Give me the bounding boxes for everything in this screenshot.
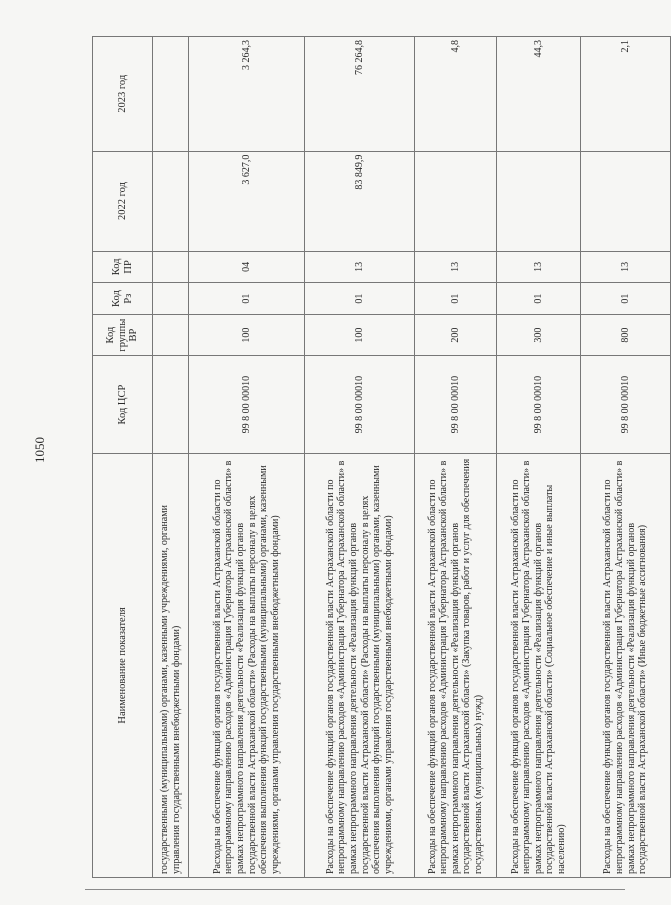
- table-row: [305, 37, 415, 878]
- row-2023: 4,8: [415, 37, 497, 152]
- row-csr: [153, 356, 189, 454]
- row-2023: [153, 37, 189, 152]
- row-pr: 13: [415, 251, 497, 283]
- document-area: [92, 36, 649, 878]
- row-pr: 13: [305, 251, 415, 283]
- row-csr: 99 8 00 00010: [305, 356, 415, 454]
- row-vr: 200: [415, 314, 497, 355]
- row-2022: [153, 151, 189, 251]
- row-name: Расходы на обеспечение функций органов государственной власти Астраханской области по непрограммному направлению расходов «Администрация Губернатора Астраханской области» в рамках непрограммного направления деятельности «Реализация функций органов государственной власти Астраханской области» (Расходы на выплаты персоналу в целях обеспечения выполнения функций государственными (муниципальными) органами, казенными учреждениями, органами управления государственными внебюджетными фондами): [305, 453, 415, 877]
- row-name: государственными (муниципальными) органами, казенными учреждениями, органами управления государственными внебюджетными фондами): [153, 453, 189, 877]
- row-csr: 99 8 00 00010: [497, 356, 581, 454]
- bottom-rule: [85, 889, 625, 890]
- header-rz: Код Рз: [93, 283, 153, 315]
- row-rz: 01: [415, 283, 497, 315]
- row-rz: 01: [581, 283, 671, 315]
- table-header-row: [93, 37, 153, 878]
- header-csr: Код ЦСР: [93, 356, 153, 454]
- row-rz: 01: [497, 283, 581, 315]
- row-rz: 01: [189, 283, 305, 315]
- row-2022: [581, 151, 671, 251]
- header-2022: 2022 год: [93, 151, 153, 251]
- table-row: [189, 37, 305, 878]
- row-csr: 99 8 00 00010: [415, 356, 497, 454]
- row-pr: 13: [497, 251, 581, 283]
- row-2023: 3 264,3: [189, 37, 305, 152]
- header-vr: Код группы ВР: [93, 314, 153, 355]
- row-name: Расходы на обеспечение функций органов государственной власти Астраханской области по непрограммному направлению расходов «Администрация Губернатора Астраханской области» в рамках непрограммного направления деятельности «Реализация функций органов государственной власти Астраханской области» (Закупка товаров, работ и услуг для обеспечения государственных (муниципальных) нужд): [415, 453, 497, 877]
- header-2023: 2023 год: [93, 37, 153, 152]
- row-rz: [153, 283, 189, 315]
- row-name: Расходы на обеспечение функций органов государственной власти Астраханской области по непрограммному направлению расходов «Администрация Губернатора Астраханской области» в рамках непрограммного направления деятельности «Реализация функций органов государственной власти Астраханской области» (Иные бюджетные ассигнования): [581, 453, 671, 877]
- page-number-text: 1050: [32, 437, 47, 463]
- table-row: [153, 37, 189, 878]
- row-vr: [153, 314, 189, 355]
- page-number: [20, 432, 60, 468]
- row-pr: [153, 251, 189, 283]
- row-vr: 300: [497, 314, 581, 355]
- row-vr: 100: [305, 314, 415, 355]
- row-name: Расходы на обеспечение функций органов государственной власти Астраханской области по непрограммному направлению расходов «Администрация Губернатора Астраханской области» в рамках непрограммного направления деятельности «Реализация функций органов государственной власти Астраханской области» (Расходы на выплаты персоналу в целях обеспечения выполнения функций государственными (муниципальными) органами, казенными учреждениями, органами управления государственными внебюджетными фондами): [189, 453, 305, 877]
- row-csr: 99 8 00 00010: [189, 356, 305, 454]
- table-row: [581, 37, 671, 878]
- row-vr: 100: [189, 314, 305, 355]
- row-2023: 44,3: [497, 37, 581, 152]
- row-2023: 76 264,8: [305, 37, 415, 152]
- rotated-sheet: [92, 36, 649, 878]
- row-pr: 04: [189, 251, 305, 283]
- row-vr: 800: [581, 314, 671, 355]
- budget-table: [92, 36, 671, 878]
- row-pr: 13: [581, 251, 671, 283]
- table-row: [415, 37, 497, 878]
- header-name: Наименование показателя: [93, 453, 153, 877]
- row-2022: [415, 151, 497, 251]
- header-pr: Код ПР: [93, 251, 153, 283]
- row-csr: 99 8 00 00010: [581, 356, 671, 454]
- row-2022: [497, 151, 581, 251]
- row-name: Расходы на обеспечение функций органов государственной власти Астраханской области по непрограммному направлению расходов «Администрация Губернатора Астраханской области» в рамках непрограммного направления деятельности «Реализация функций органов государственной власти Астраханской области» (Социальное обеспечение и иные выплаты населению): [497, 453, 581, 877]
- row-2022: 83 849,9: [305, 151, 415, 251]
- table-row: [497, 37, 581, 878]
- row-2022: 3 627,0: [189, 151, 305, 251]
- row-2023: 2,1: [581, 37, 671, 152]
- row-rz: 01: [305, 283, 415, 315]
